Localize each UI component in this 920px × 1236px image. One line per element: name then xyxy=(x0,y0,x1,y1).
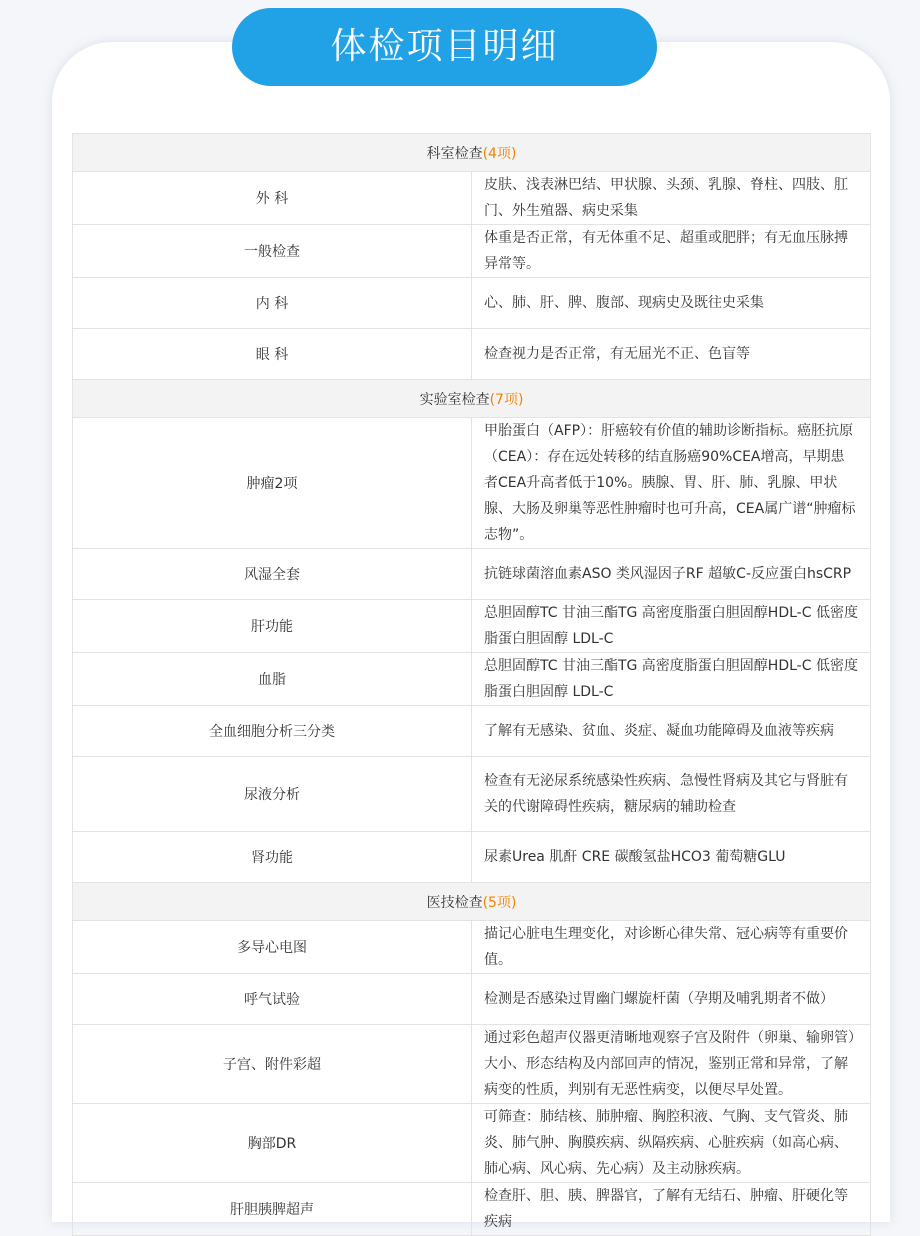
section-count: (7项) xyxy=(489,391,524,408)
table-row xyxy=(73,832,871,883)
table-row xyxy=(73,549,871,600)
item-name: 呼气试验 xyxy=(73,974,472,1025)
item-desc: 皮肤、浅表淋巴结、甲状腺、头颈、乳腺、脊柱、四肢、肛门、外生殖器、病史采集 xyxy=(472,172,871,225)
item-name: 一般检查 xyxy=(73,225,472,278)
item-desc: 描记心脏电生理变化，对诊断心律失常、冠心病等有重要价值。 xyxy=(472,921,871,974)
page-title: 体检项目明细 xyxy=(232,8,657,86)
section-header xyxy=(73,883,871,921)
checkup-items-table xyxy=(72,133,871,1236)
table-row xyxy=(73,653,871,706)
item-desc: 检查肝、胆、胰、脾器官，了解有无结石、肿瘤、肝硬化等疾病 xyxy=(472,1183,871,1236)
table-row xyxy=(73,172,871,225)
table-row xyxy=(73,1183,871,1236)
table-row xyxy=(73,1104,871,1183)
item-name: 肾功能 xyxy=(73,832,472,883)
item-desc: 总胆固醇TC 甘油三酯TG 高密度脂蛋白胆固醇HDL-C 低密度脂蛋白胆固醇 LDL-C xyxy=(472,600,871,653)
item-name: 尿液分析 xyxy=(73,757,472,832)
item-name: 风湿全套 xyxy=(73,549,472,600)
item-desc: 体重是否正常，有无体重不足、超重或肥胖；有无血压脉搏异常等。 xyxy=(472,225,871,278)
section-title xyxy=(73,380,871,418)
item-name: 肝胆胰脾超声 xyxy=(73,1183,472,1236)
table-row xyxy=(73,225,871,278)
table-row xyxy=(73,418,871,549)
table-row xyxy=(73,706,871,757)
section-name: 科室检查 xyxy=(426,145,483,162)
item-desc: 检测是否感染过胃幽门螺旋杆菌（孕期及哺乳期者不做） xyxy=(472,974,871,1025)
item-name: 胸部DR xyxy=(73,1104,472,1183)
item-name: 肝功能 xyxy=(73,600,472,653)
table-row xyxy=(73,329,871,380)
item-desc: 抗链球菌溶血素ASO 类风湿因子RF 超敏C-反应蛋白hsCRP xyxy=(472,549,871,600)
item-name: 子宫、附件彩超 xyxy=(73,1025,472,1104)
section-name: 实验室检查 xyxy=(419,391,490,408)
table-row xyxy=(73,278,871,329)
item-name: 内 科 xyxy=(73,278,472,329)
section-count: (4项) xyxy=(482,145,517,162)
table-row xyxy=(73,600,871,653)
item-desc: 总胆固醇TC 甘油三酯TG 高密度脂蛋白胆固醇HDL-C 低密度脂蛋白胆固醇 LDL-C xyxy=(472,653,871,706)
item-desc: 检查有无泌尿系统感染性疾病、急慢性肾病及其它与肾脏有关的代谢障碍性疾病，糖尿病的辅助检查 xyxy=(472,757,871,832)
item-name: 眼 科 xyxy=(73,329,472,380)
item-desc: 通过彩色超声仪器更清晰地观察子宫及附件（卵巢、输卵管）大小、形态结构及内部回声的情况，鉴别正常和异常，了解病变的性质，判别有无恶性病变，以便尽早处置。 xyxy=(472,1025,871,1104)
section-title xyxy=(73,883,871,921)
section-header xyxy=(73,134,871,172)
table-row xyxy=(73,974,871,1025)
item-desc: 了解有无感染、贫血、炎症、凝血功能障碍及血液等疾病 xyxy=(472,706,871,757)
table-row xyxy=(73,1025,871,1104)
item-name: 多导心电图 xyxy=(73,921,472,974)
item-name: 全血细胞分析三分类 xyxy=(73,706,472,757)
section-header xyxy=(73,380,871,418)
item-desc: 可筛查：肺结核、肺肿瘤、胸腔积液、气胸、支气管炎、肺炎、肺气肿、胸膜疾病、纵隔疾病、心脏疾病（如高心病、肺心病、风心病、先心病）及主动脉疾病。 xyxy=(472,1104,871,1183)
item-name: 肿瘤2项 xyxy=(73,418,472,549)
item-desc: 检查视力是否正常，有无屈光不正、色盲等 xyxy=(472,329,871,380)
section-name: 医技检查 xyxy=(426,894,483,911)
item-name: 外 科 xyxy=(73,172,472,225)
section-title xyxy=(73,134,871,172)
item-name: 血脂 xyxy=(73,653,472,706)
table-row xyxy=(73,757,871,832)
table-row xyxy=(73,921,871,974)
item-desc: 甲胎蛋白（AFP）：肝癌较有价值的辅助诊断指标。癌胚抗原（CEA）：存在远处转移的结直肠癌90%CEA增高，早期患者CEA升高者低于10%。胰腺、胃、肝、肺、乳腺、甲状腺、大肠及卵巢等恶性肿瘤时也可升高，CEA属广谱“肿瘤标志物”。 xyxy=(472,418,871,549)
item-desc: 尿素Urea 肌酐 CRE 碳酸氢盐HCO3 葡萄糖GLU xyxy=(472,832,871,883)
item-desc: 心、肺、肝、脾、腹部、现病史及既往史采集 xyxy=(472,278,871,329)
section-count: (5项) xyxy=(482,894,517,911)
